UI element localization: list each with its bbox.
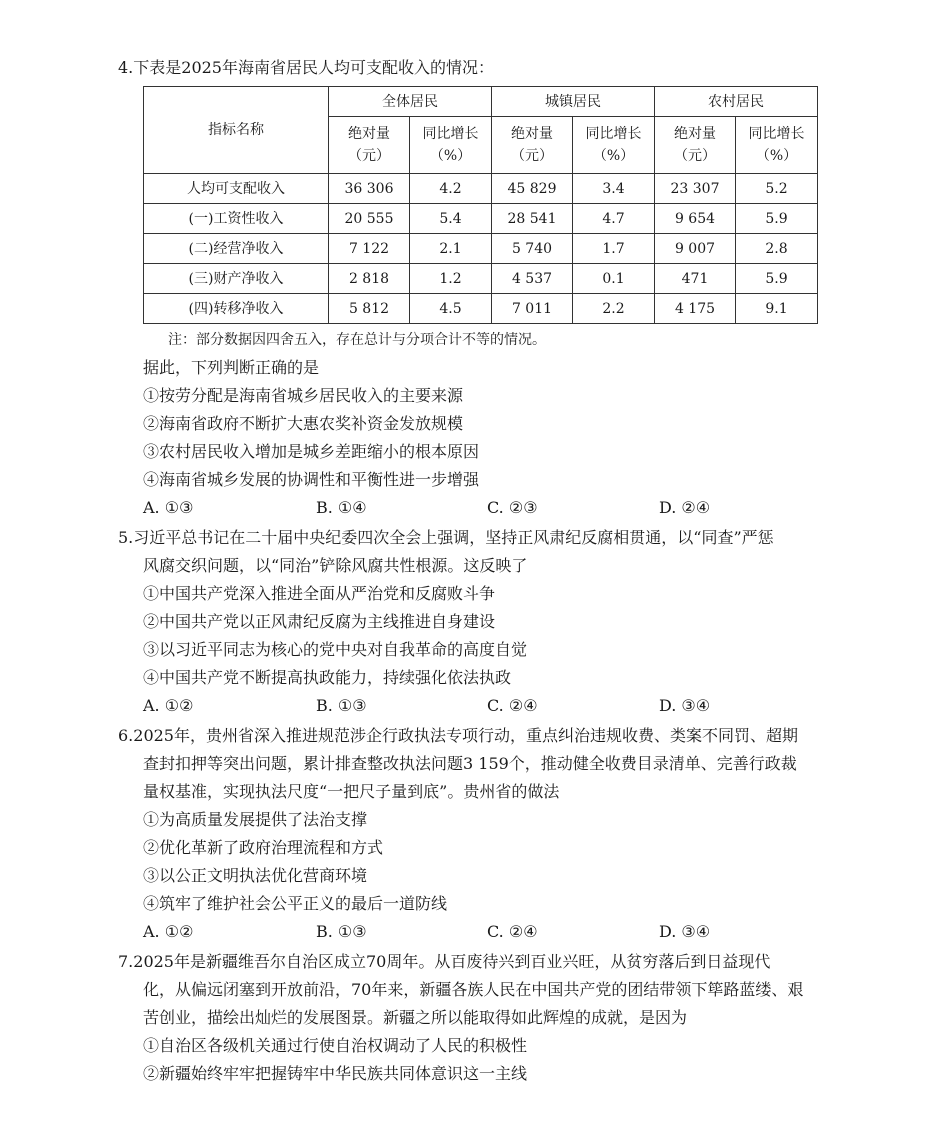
table-cell: 4.7 <box>573 204 655 234</box>
q7-stem-line: 化，从偏远闭塞到开放前沿，70年来，新疆各族人民在中国共产党的团结带领下筚路蓝缕、艰 <box>143 980 804 999</box>
table-cell: 5.4 <box>410 204 492 234</box>
group-header: 城镇居民 <box>492 87 655 117</box>
subheader: 同比增长 （%） <box>410 117 492 174</box>
q6-choice-c[interactable]: C. ②④ <box>487 922 538 941</box>
q6-item: ①为高质量发展提供了法治支撑 <box>143 810 368 829</box>
q5-choice-b[interactable]: B. ①③ <box>316 696 367 715</box>
table-cell: 9 007 <box>655 234 736 264</box>
q6-item: ③以公正文明执法优化营商环境 <box>143 866 368 885</box>
table-cell: 4.2 <box>410 174 492 204</box>
q6-stem-line: 6.2025年，贵州省深入推进规范涉企行政执法专项行动，重点纠治违规收费、类案不同罚、超期 <box>118 726 798 745</box>
table-cell: 5 740 <box>492 234 573 264</box>
row-label: (四)转移净收入 <box>144 294 329 324</box>
q6-choice-a[interactable]: A. ①② <box>143 922 194 941</box>
table-row <box>144 204 818 234</box>
subheader: 同比增长 （%） <box>736 117 818 174</box>
q6-item: ④筑牢了维护社会公平正义的最后一道防线 <box>143 894 448 913</box>
q4-item: ①按劳分配是海南省城乡居民收入的主要来源 <box>143 386 464 405</box>
row-label: (三)财产净收入 <box>144 264 329 294</box>
table-cell: 7 011 <box>492 294 573 324</box>
q5-stem-line: 5.习近平总书记在二十届中央纪委四次全会上强调，坚持正风肃纪反腐相贯通，以“同查”严惩 <box>118 528 774 547</box>
q7-item: ①自治区各级机关通过行使自治权调动了人民的积极性 <box>143 1036 528 1055</box>
table-cell: 4 537 <box>492 264 573 294</box>
q4-stem: 4.下表是2025年海南省居民人均可支配收入的情况： <box>118 58 494 77</box>
subheader: 绝对量 （元） <box>492 117 573 174</box>
table-corner-header: 指标名称 <box>144 87 329 174</box>
group-header: 农村居民 <box>655 87 818 117</box>
table-cell: 5.2 <box>736 174 818 204</box>
table-cell: 20 555 <box>329 204 410 234</box>
table-cell: 2 818 <box>329 264 410 294</box>
table-cell: 1.7 <box>573 234 655 264</box>
subheader: 绝对量 （元） <box>329 117 410 174</box>
table-cell: 5 812 <box>329 294 410 324</box>
table-cell: 1.2 <box>410 264 492 294</box>
table-cell: 2.8 <box>736 234 818 264</box>
q6-stem-line: 量权基准，实现执法尺度“一把尺子量到底”。贵州省的做法 <box>143 782 560 801</box>
q5-choice-a[interactable]: A. ①② <box>143 696 194 715</box>
table-cell: 9.1 <box>736 294 818 324</box>
q6-choice-b[interactable]: B. ①③ <box>316 922 367 941</box>
q4-choice-a[interactable]: A. ①③ <box>143 498 194 517</box>
table-cell: 4 175 <box>655 294 736 324</box>
row-label: (二)经营净收入 <box>144 234 329 264</box>
table-row <box>144 174 818 204</box>
table-cell: 5.9 <box>736 204 818 234</box>
q4-item: ③农村居民收入增加是城乡差距缩小的根本原因 <box>143 442 480 461</box>
table-cell: 471 <box>655 264 736 294</box>
table-cell: 7 122 <box>329 234 410 264</box>
q5-item: ②中国共产党以正风肃纪反腐为主线推进自身建设 <box>143 612 496 631</box>
q4-item: ②海南省政府不断扩大惠农奖补资金发放规模 <box>143 414 464 433</box>
table-row <box>144 264 818 294</box>
table-cell: 23 307 <box>655 174 736 204</box>
q6-stem-line: 查封扣押等突出问题，累计排查整改执法问题3 159个，推动健全收费目录清单、完善行政裁 <box>143 754 797 773</box>
q7-stem-line: 苦创业，描绘出灿烂的发展图景。新疆之所以能取得如此辉煌的成就，是因为 <box>143 1008 688 1027</box>
q5-stem-line: 风腐交织问题，以“同治”铲除风腐共性根源。这反映了 <box>143 556 528 575</box>
subheader: 绝对量 （元） <box>655 117 736 174</box>
q5-choice-c[interactable]: C. ②④ <box>487 696 538 715</box>
q5-choice-d[interactable]: D. ③④ <box>659 696 711 715</box>
q6-choice-d[interactable]: D. ③④ <box>659 922 711 941</box>
q4-choice-d[interactable]: D. ②④ <box>659 498 711 517</box>
table-cell: 3.4 <box>573 174 655 204</box>
table-cell: 9 654 <box>655 204 736 234</box>
table-cell: 5.9 <box>736 264 818 294</box>
table-cell: 2.2 <box>573 294 655 324</box>
q6-item: ②优化革新了政府治理流程和方式 <box>143 838 384 857</box>
table-note: 注：部分数据因四舍五入，存在总计与分项合计不等的情况。 <box>168 332 546 348</box>
subheader: 同比增长 （%） <box>573 117 655 174</box>
table-row <box>144 294 818 324</box>
row-label: (一)工资性收入 <box>144 204 329 234</box>
table-cell: 0.1 <box>573 264 655 294</box>
q5-item: ③以习近平同志为核心的党中央对自我革命的高度自觉 <box>143 640 528 659</box>
q7-item: ②新疆始终牢牢把握铸牢中华民族共同体意识这一主线 <box>143 1064 528 1083</box>
table-cell: 2.1 <box>410 234 492 264</box>
table-cell: 36 306 <box>329 174 410 204</box>
income-table <box>143 86 818 324</box>
table-cell: 28 541 <box>492 204 573 234</box>
q4-choice-b[interactable]: B. ①④ <box>316 498 367 517</box>
q7-stem-line: 7.2025年是新疆维吾尔自治区成立70周年。从百废待兴到百业兴旺，从贫穷落后到日益现代 <box>118 952 771 971</box>
table-row <box>144 234 818 264</box>
table-cell: 45 829 <box>492 174 573 204</box>
group-header: 全体居民 <box>329 87 492 117</box>
q5-item: ①中国共产党深入推进全面从严治党和反腐败斗争 <box>143 584 496 603</box>
q4-prompt: 据此，下列判断正确的是 <box>143 358 320 377</box>
q5-item: ④中国共产党不断提高执政能力，持续强化依法执政 <box>143 668 512 687</box>
row-label: 人均可支配收入 <box>144 174 329 204</box>
q4-choice-c[interactable]: C. ②③ <box>487 498 538 517</box>
table-cell: 4.5 <box>410 294 492 324</box>
q4-item: ④海南省城乡发展的协调性和平衡性进一步增强 <box>143 470 480 489</box>
